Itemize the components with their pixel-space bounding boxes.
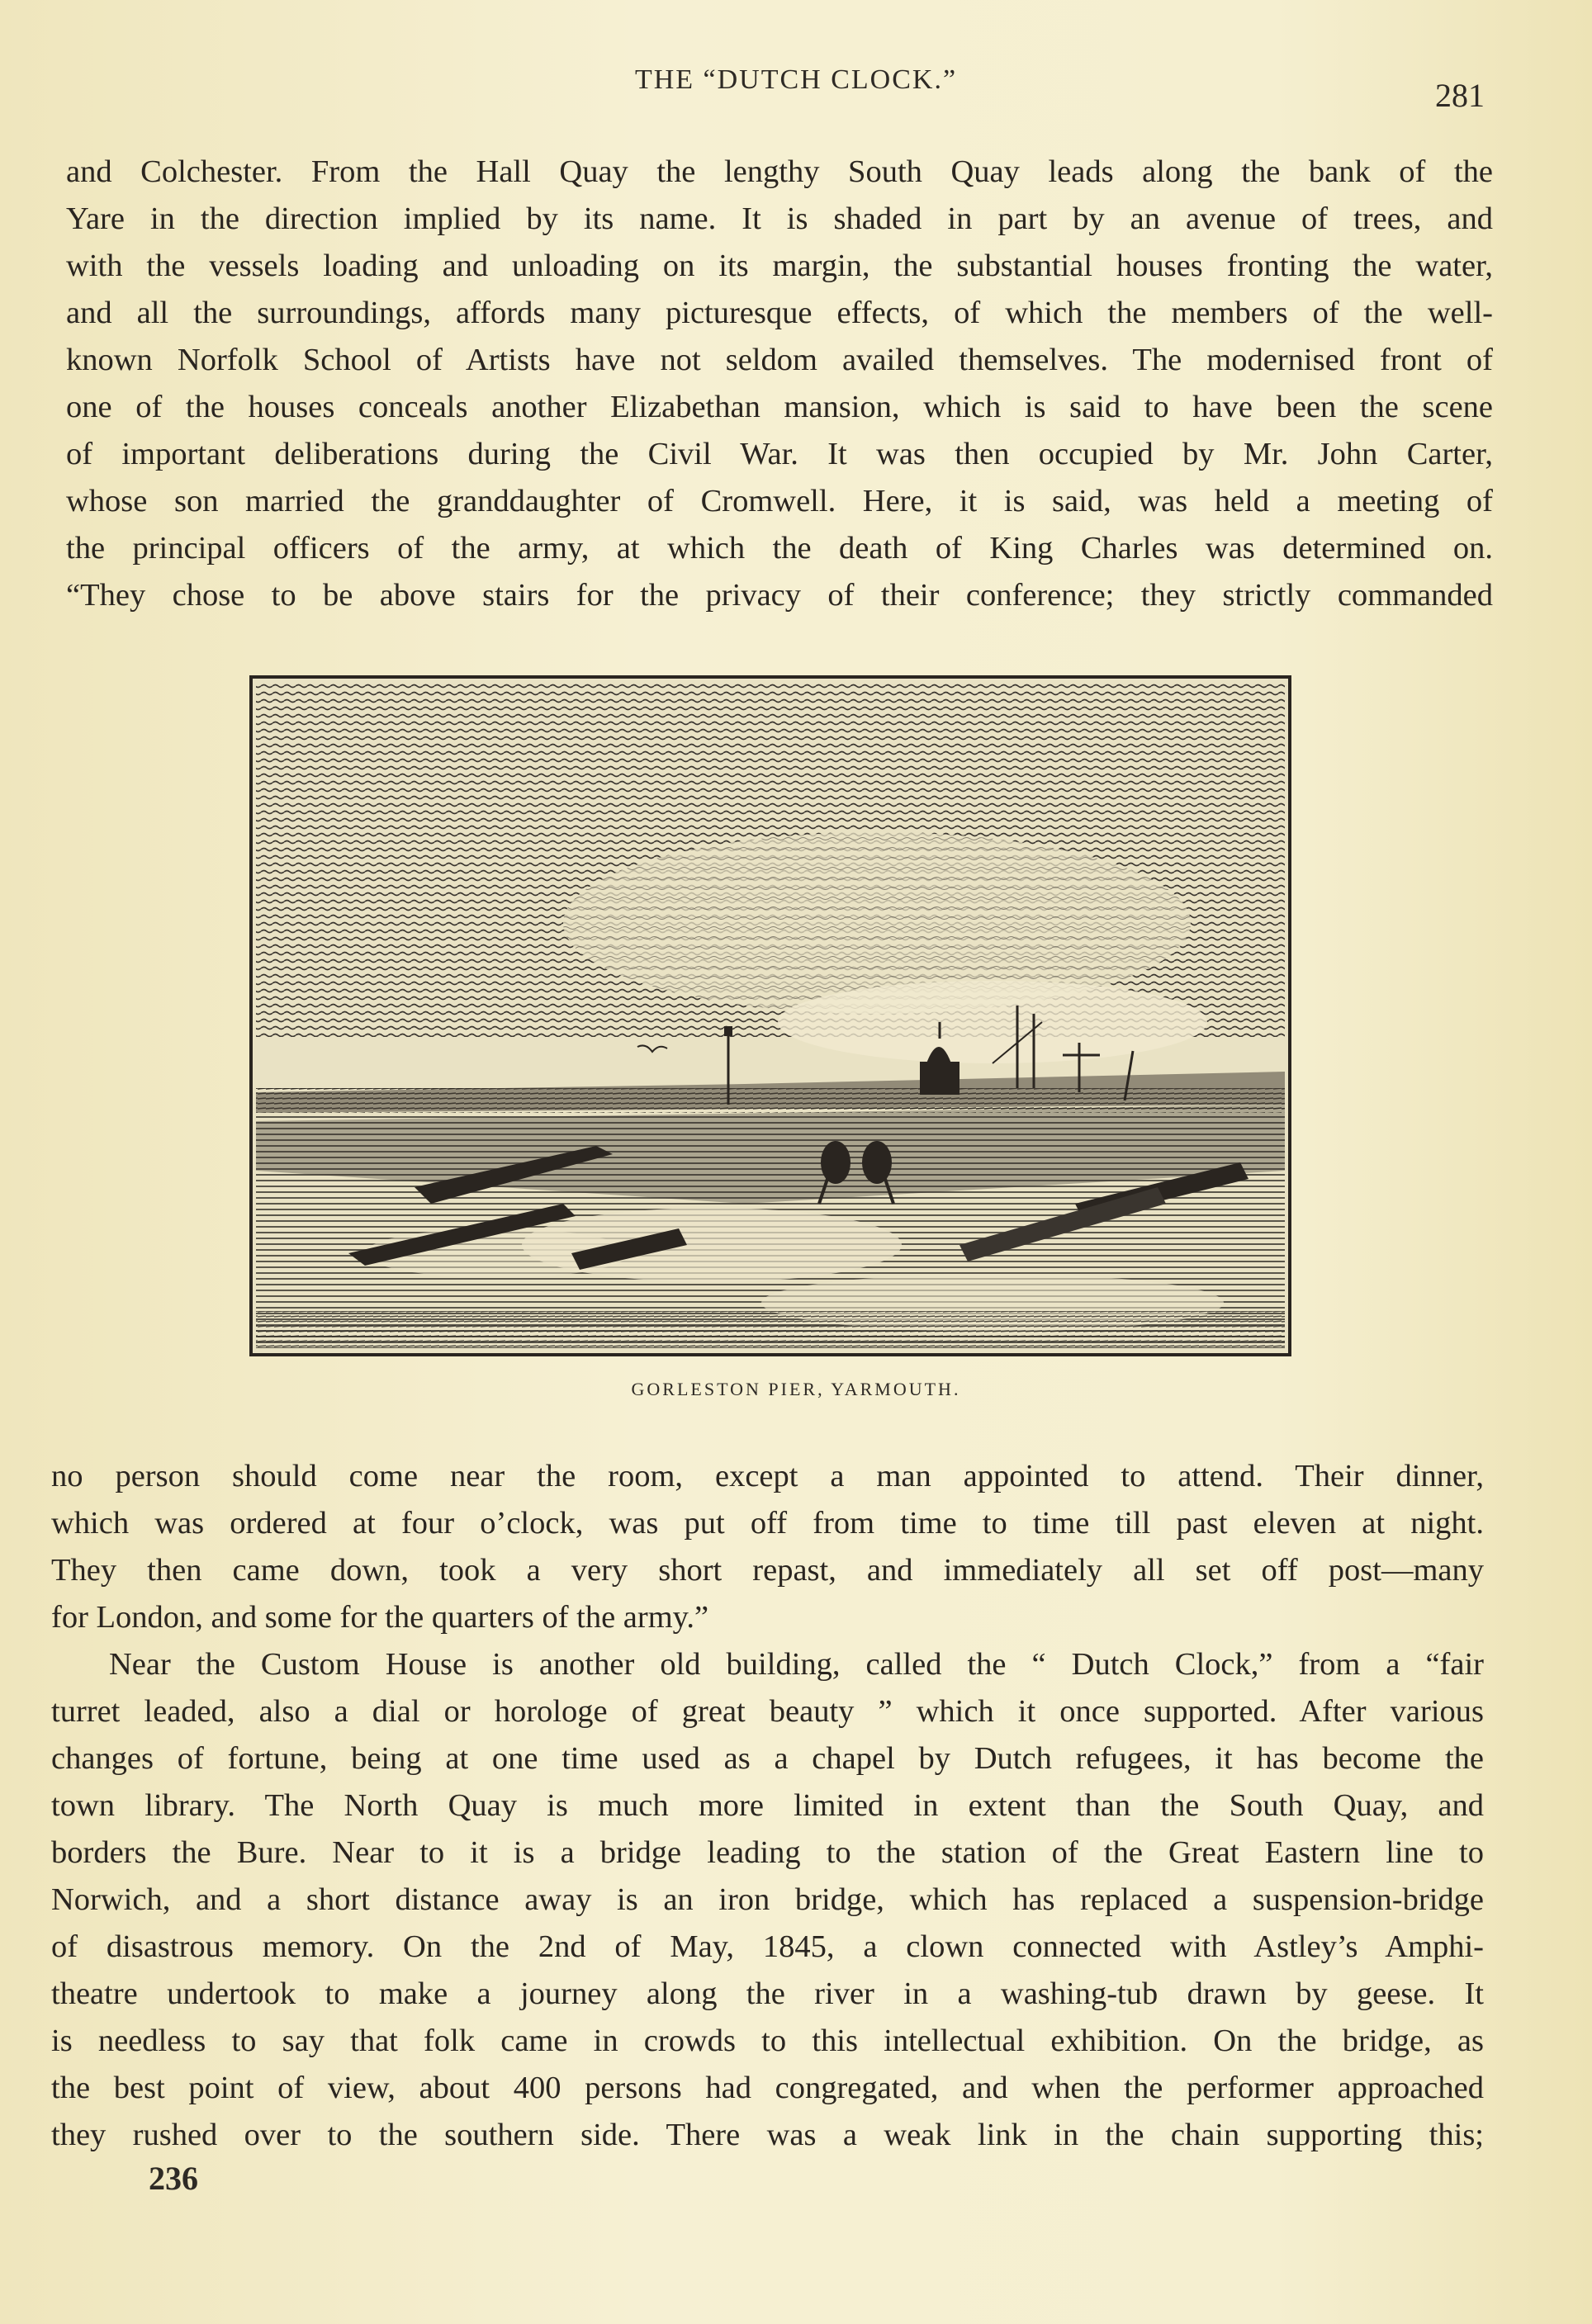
engraving-illustration [249, 675, 1291, 1356]
text-line: with the vessels loading and unloading on its margin, the substantial houses fronting the water, [66, 248, 1493, 283]
text-line: changes of fortune, being at one time used as a chapel by Dutch refugees, it has become the [51, 1741, 1484, 1776]
text-line: for London, and some for the quarters of the army.” [51, 1600, 709, 1635]
text-line: Near the Custom House is another old building, called the “ Dutch Clock,” from a “fair [109, 1647, 1484, 1682]
text-line: town library. The North Quay is much more limited in extent than the South Quay, and [51, 1788, 1484, 1823]
figure-caption: GORLESTON PIER, YARMOUTH. [631, 1379, 961, 1399]
text-line: turret leaded, also a dial or horologe of great beauty ” which it once supported. After various [51, 1694, 1484, 1729]
text-line: and all the surroundings, affords many picturesque effects, of which the members of the well- [66, 296, 1493, 330]
text-line: is needless to say that folk came in crowds to this intellectual exhibition. On the bridge, as [51, 2023, 1484, 2058]
text-line: Yare in the direction implied by its name. It is shaded in part by an avenue of trees, and [66, 201, 1493, 236]
text-line: whose son married the granddaughter of Cromwell. Here, it is said, was held a meeting of [66, 484, 1493, 518]
text-line: the best point of view, about 400 persons had congregated, and when the performer approached [51, 2071, 1484, 2105]
signature-mark: 236 [149, 2160, 198, 2197]
text-line: Norwich, and a short distance away is an iron bridge, which has replaced a suspension-bridge [51, 1882, 1484, 1917]
text-line: borders the Bure. Near to it is a bridge leading to the station of the Great Eastern line to [51, 1835, 1484, 1870]
body-text-bottom [51, 1453, 1484, 2159]
text-line: “They chose to be above stairs for the privacy of their conference; they strictly commanded [66, 578, 1493, 613]
page-number: 281 [1435, 77, 1485, 114]
text-line: which was ordered at four o’clock, was put off from time to time till past eleven at night. [51, 1506, 1484, 1541]
text-line: they rushed over to the southern side. There was a weak link in the chain supporting this; [51, 2118, 1484, 2152]
text-line: one of the houses conceals another Elizabethan mansion, which is said to have been the scene [66, 390, 1493, 424]
text-line: known Norfolk School of Artists have not seldom availed themselves. The modernised front of [66, 343, 1493, 377]
text-line: and Colchester. From the Hall Quay the lengthy South Quay leads along the bank of the [66, 154, 1493, 189]
text-line: the principal officers of the army, at which the death of King Charles was determined on. [66, 531, 1493, 566]
body-text-top [66, 149, 1493, 619]
text-line: theatre undertook to make a journey along the river in a washing-tub drawn by geese. It [51, 1976, 1484, 2011]
text-line: no person should come near the room, except a man appointed to attend. Their dinner, [51, 1459, 1484, 1493]
engraving-image [249, 675, 1291, 1356]
text-line: of disastrous memory. On the 2nd of May, 1845, a clown connected with Astley’s Amphi- [51, 1929, 1484, 1964]
text-line: of important deliberations during the Civil War. It was then occupied by Mr. John Carter, [66, 437, 1493, 471]
text-line: They then came down, took a very short repast, and immediately all set off post—many [51, 1553, 1484, 1588]
running-head: THE “DUTCH CLOCK.” [634, 64, 958, 95]
